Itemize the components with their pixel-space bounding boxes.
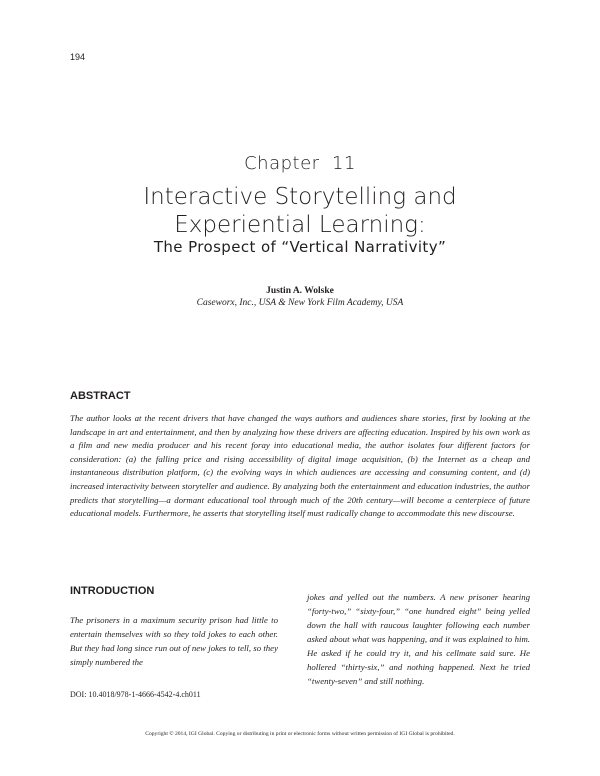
doi: DOI: 10.4018/978-1-4666-4542-4.ch011 [70, 690, 201, 699]
abstract-text: The author looks at the recent drivers that have changed the ways authors and audiences share stories, first by looking at the landscape in art and entertainment, and then by analyzing how these drivers are affecting education. Inspired by his own work as a film and new media producer and his recent foray into educational media, the author isolates four different factors for consideration: (a) the falling price and rising accessibility of digital image acquisition, (b) the Internet as a cheap and instantaneous distribution platform, (c) the evolving ways in which audiences are accessing and consuming content, and (d) increased interactivity between storyteller and audience. By analyzing both the entertainment and education industries, the author predicts that storytelling—a dormant educational tool through much of the 20th century—will become a centerpiece of future educational models. Furthermore, he asserts that storytelling itself must radically change to accommodate this new discourse. [70, 413, 530, 519]
abstract-heading: ABSTRACT [70, 390, 131, 402]
chapter-title [0, 183, 600, 239]
author-affiliation: Caseworx, Inc., USA & New York Film Academy, USA [196, 298, 404, 308]
chapter-title-line-1: Interactive Storytelling and [143, 184, 457, 210]
introduction-text-left-column: The prisoners in a maximum security prison had little to entertain themselves with so they told jokes to each other. But they had long since run out of new jokes to tell, so they simply numbered the [70, 615, 278, 667]
author-name: Justin A. Wolske [266, 286, 334, 296]
chapter-subtitle: The Prospect of “Vertical Narrativity” [153, 238, 447, 256]
page-number: 194 [70, 52, 86, 62]
copyright-notice: Copyright © 2014, IGI Global. Copying or distributing in print or electronic forms without written permission of IGI Global is prohibited. [145, 731, 455, 737]
introduction-heading: INTRODUCTION [70, 585, 155, 597]
introduction-text-right-column: jokes and yelled out the numbers. A new prisoner hearing “forty-two,” “sixty-four,” “one hundred eight” being yelled down the hall with raucous laughter following each number asked about what was happening, and it was explained to him. He asked if he could try it, and his cellmate said sure. He hollered “thirty-six,” and nothing happened. Next he tried “twenty-seven” and still nothing. [307, 592, 530, 686]
chapter-title-line-2: Experiential Learning: [174, 212, 426, 238]
chapter-label: Chapter 11 [244, 153, 356, 174]
